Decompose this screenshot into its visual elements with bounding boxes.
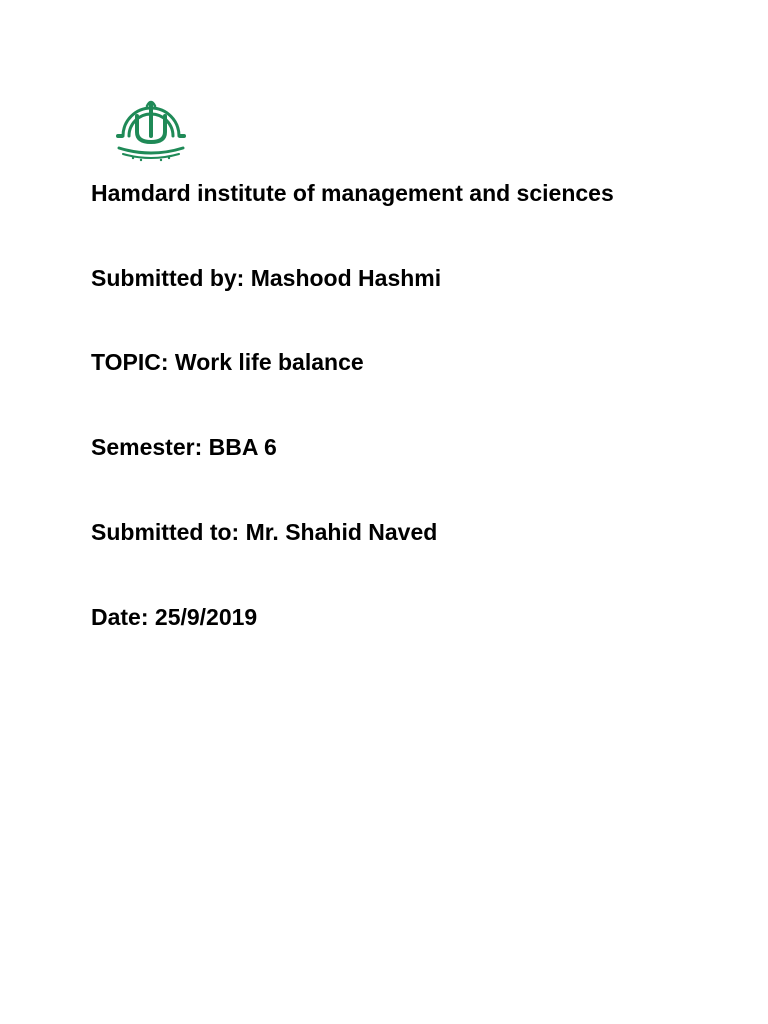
semester: Semester: BBA 6 — [91, 434, 277, 460]
submitted-to: Submitted to: Mr. Shahid Naved — [91, 519, 438, 545]
institute-name: Hamdard institute of management and sciences — [91, 180, 614, 206]
date: Date: 25/9/2019 — [91, 604, 258, 630]
topic: TOPIC: Work life balance — [91, 349, 364, 375]
hamdard-university-emblem-icon — [113, 96, 189, 164]
submitted-by: Submitted by: Mashood Hashmi — [91, 265, 442, 291]
